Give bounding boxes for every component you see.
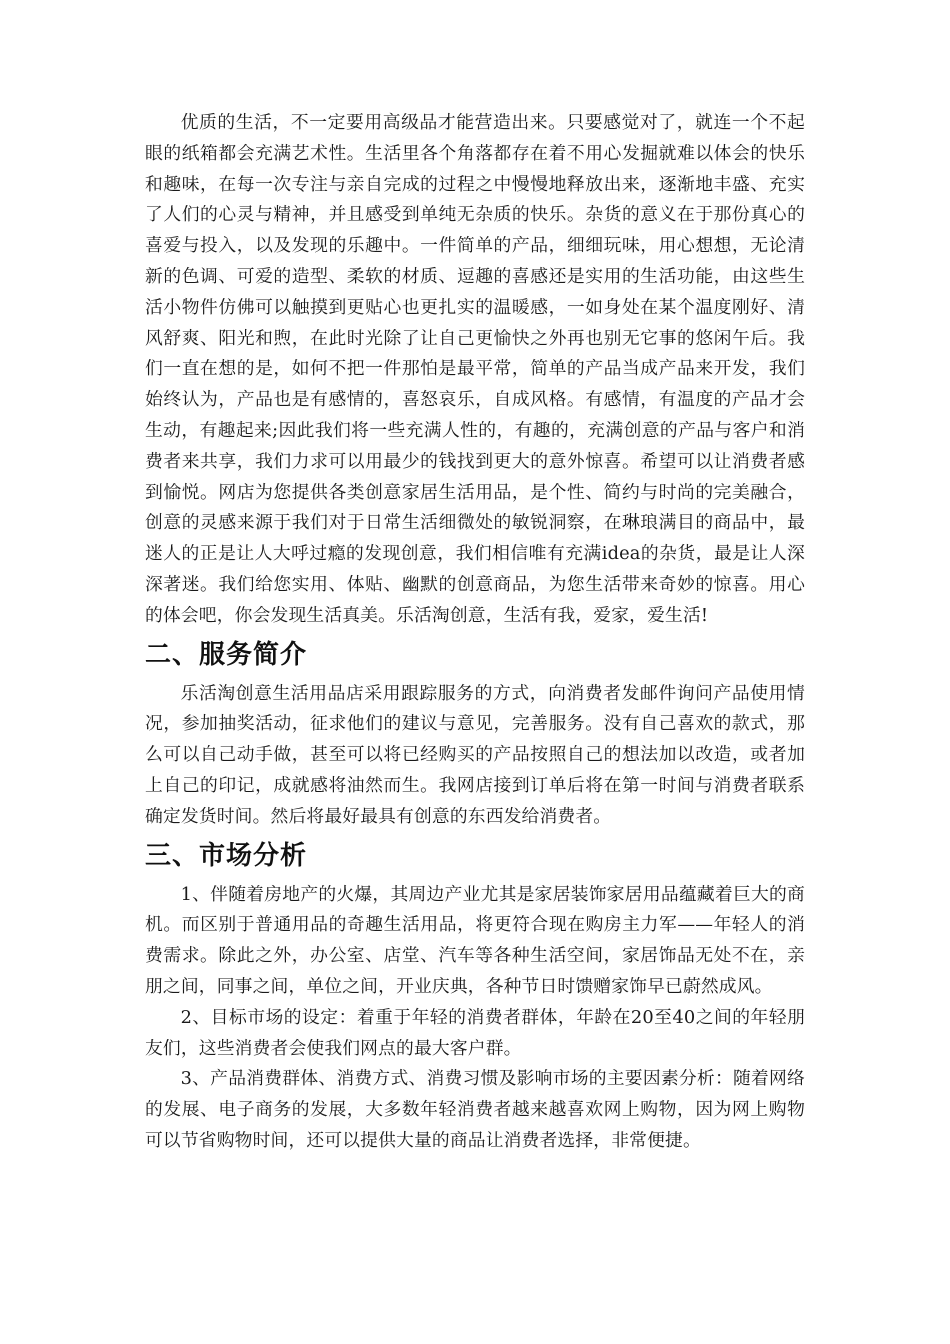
market-paragraph-2: 2、目标市场的设定：着重于年轻的消费者群体，年龄在20至40之间的年轻朋友们，这些消费者会使我们网点的最大客户群。	[145, 1006, 805, 1059]
market-paragraph-3: 3、产品消费群体、消费方式、消费习惯及影响市场的主要因素分析：随着网络的发展、电子商务的发展，大多数年轻消费者越来越喜欢网上购物，因为网上购物可以节省购物时间，还可以提供大量的商品让消费者选择，非常便捷。	[145, 1068, 805, 1151]
intro-paragraph: 优质的生活，不一定要用高级品才能营造出来。只要感觉对了，就连一个不起眼的纸箱都会充满艺术性。生活里各个角落都存在着不用心发掘就难以体会的快乐和趣味，在每一次专注与亲自完成的过程之中慢慢地释放出来，逐渐地丰盛、充实了人们的心灵与精神，并且感受到单纯无杂质的快乐。杂货的意义在于那份真心的喜爱与投入，以及发现的乐趣中。一件简单的产品，细细玩味，用心想想，无论清新的色调、可爱的造型、柔软的材质、逗趣的喜感还是实用的生活功能，由这些生活小物件仿佛可以触摸到更贴心也更扎实的温暖感，一如身处在某个温度刚好、清风舒爽、阳光和煦，在此时光除了让自己更愉快之外再也别无它事的悠闲午后。我们一直在想的是，如何不把一件那怕是最平常，简单的产品当成产品来开发，我们始终认为，产品也是有感情的，喜怒哀乐，自成风格。有感情，有温度的产品才会生动，有趣起来;因此我们将一些充满人性的，有趣的，充满创意的产品与客户和消费者来共享，我们力求可以用最少的钱找到更大的意外惊喜。希望可以让消费者感到愉悦。网店为您提供各类创意家居生活用品，是个性、简约与时尚的完美融合，创意的灵感来源于我们对于日常生活细微处的敏锐洞察，在琳琅满目的商品中，最迷人的正是让人大呼过瘾的发现创意，我们相信唯有充满idea的杂货，最是让人深深著迷。我们给您实用、体贴、幽默的创意商品，为您生活带来奇妙的惊喜。用心的体会吧，你会发现生活真美。乐活淘创意，生活有我，爱家，爱生活!	[145, 112, 805, 626]
document-page	[145, 108, 805, 1157]
service-heading: 二、服务简介	[145, 639, 308, 670]
market-heading: 三、市场分析	[145, 840, 308, 871]
market-paragraph-1: 1、伴随着房地产的火爆，其周边产业尤其是家居装饰家居用品蕴藏着巨大的商机。而区别于普通用品的奇趣生活用品，将更符合现在购房主力军——年轻人的消费需求。除此之外，办公室、店堂、汽车等各种生活空间，家居饰品无处不在，亲朋之间，同事之间，单位之间，开业庆典，各种节日时馈赠家饰早已蔚然成风。	[145, 883, 805, 997]
service-paragraph: 乐活淘创意生活用品店采用跟踪服务的方式，向消费者发邮件询问产品使用情况，参加抽奖活动，征求他们的建议与意见，完善服务。没有自己喜欢的款式，那么可以自己动手做，甚至可以将已经购买的产品按照自己的想法加以改造，或者加上自己的印记，成就感将油然而生。我网店接到订单后将在第一时间与消费者联系确定发货时间。然后将最好最具有创意的东西发给消费者。	[145, 682, 805, 827]
